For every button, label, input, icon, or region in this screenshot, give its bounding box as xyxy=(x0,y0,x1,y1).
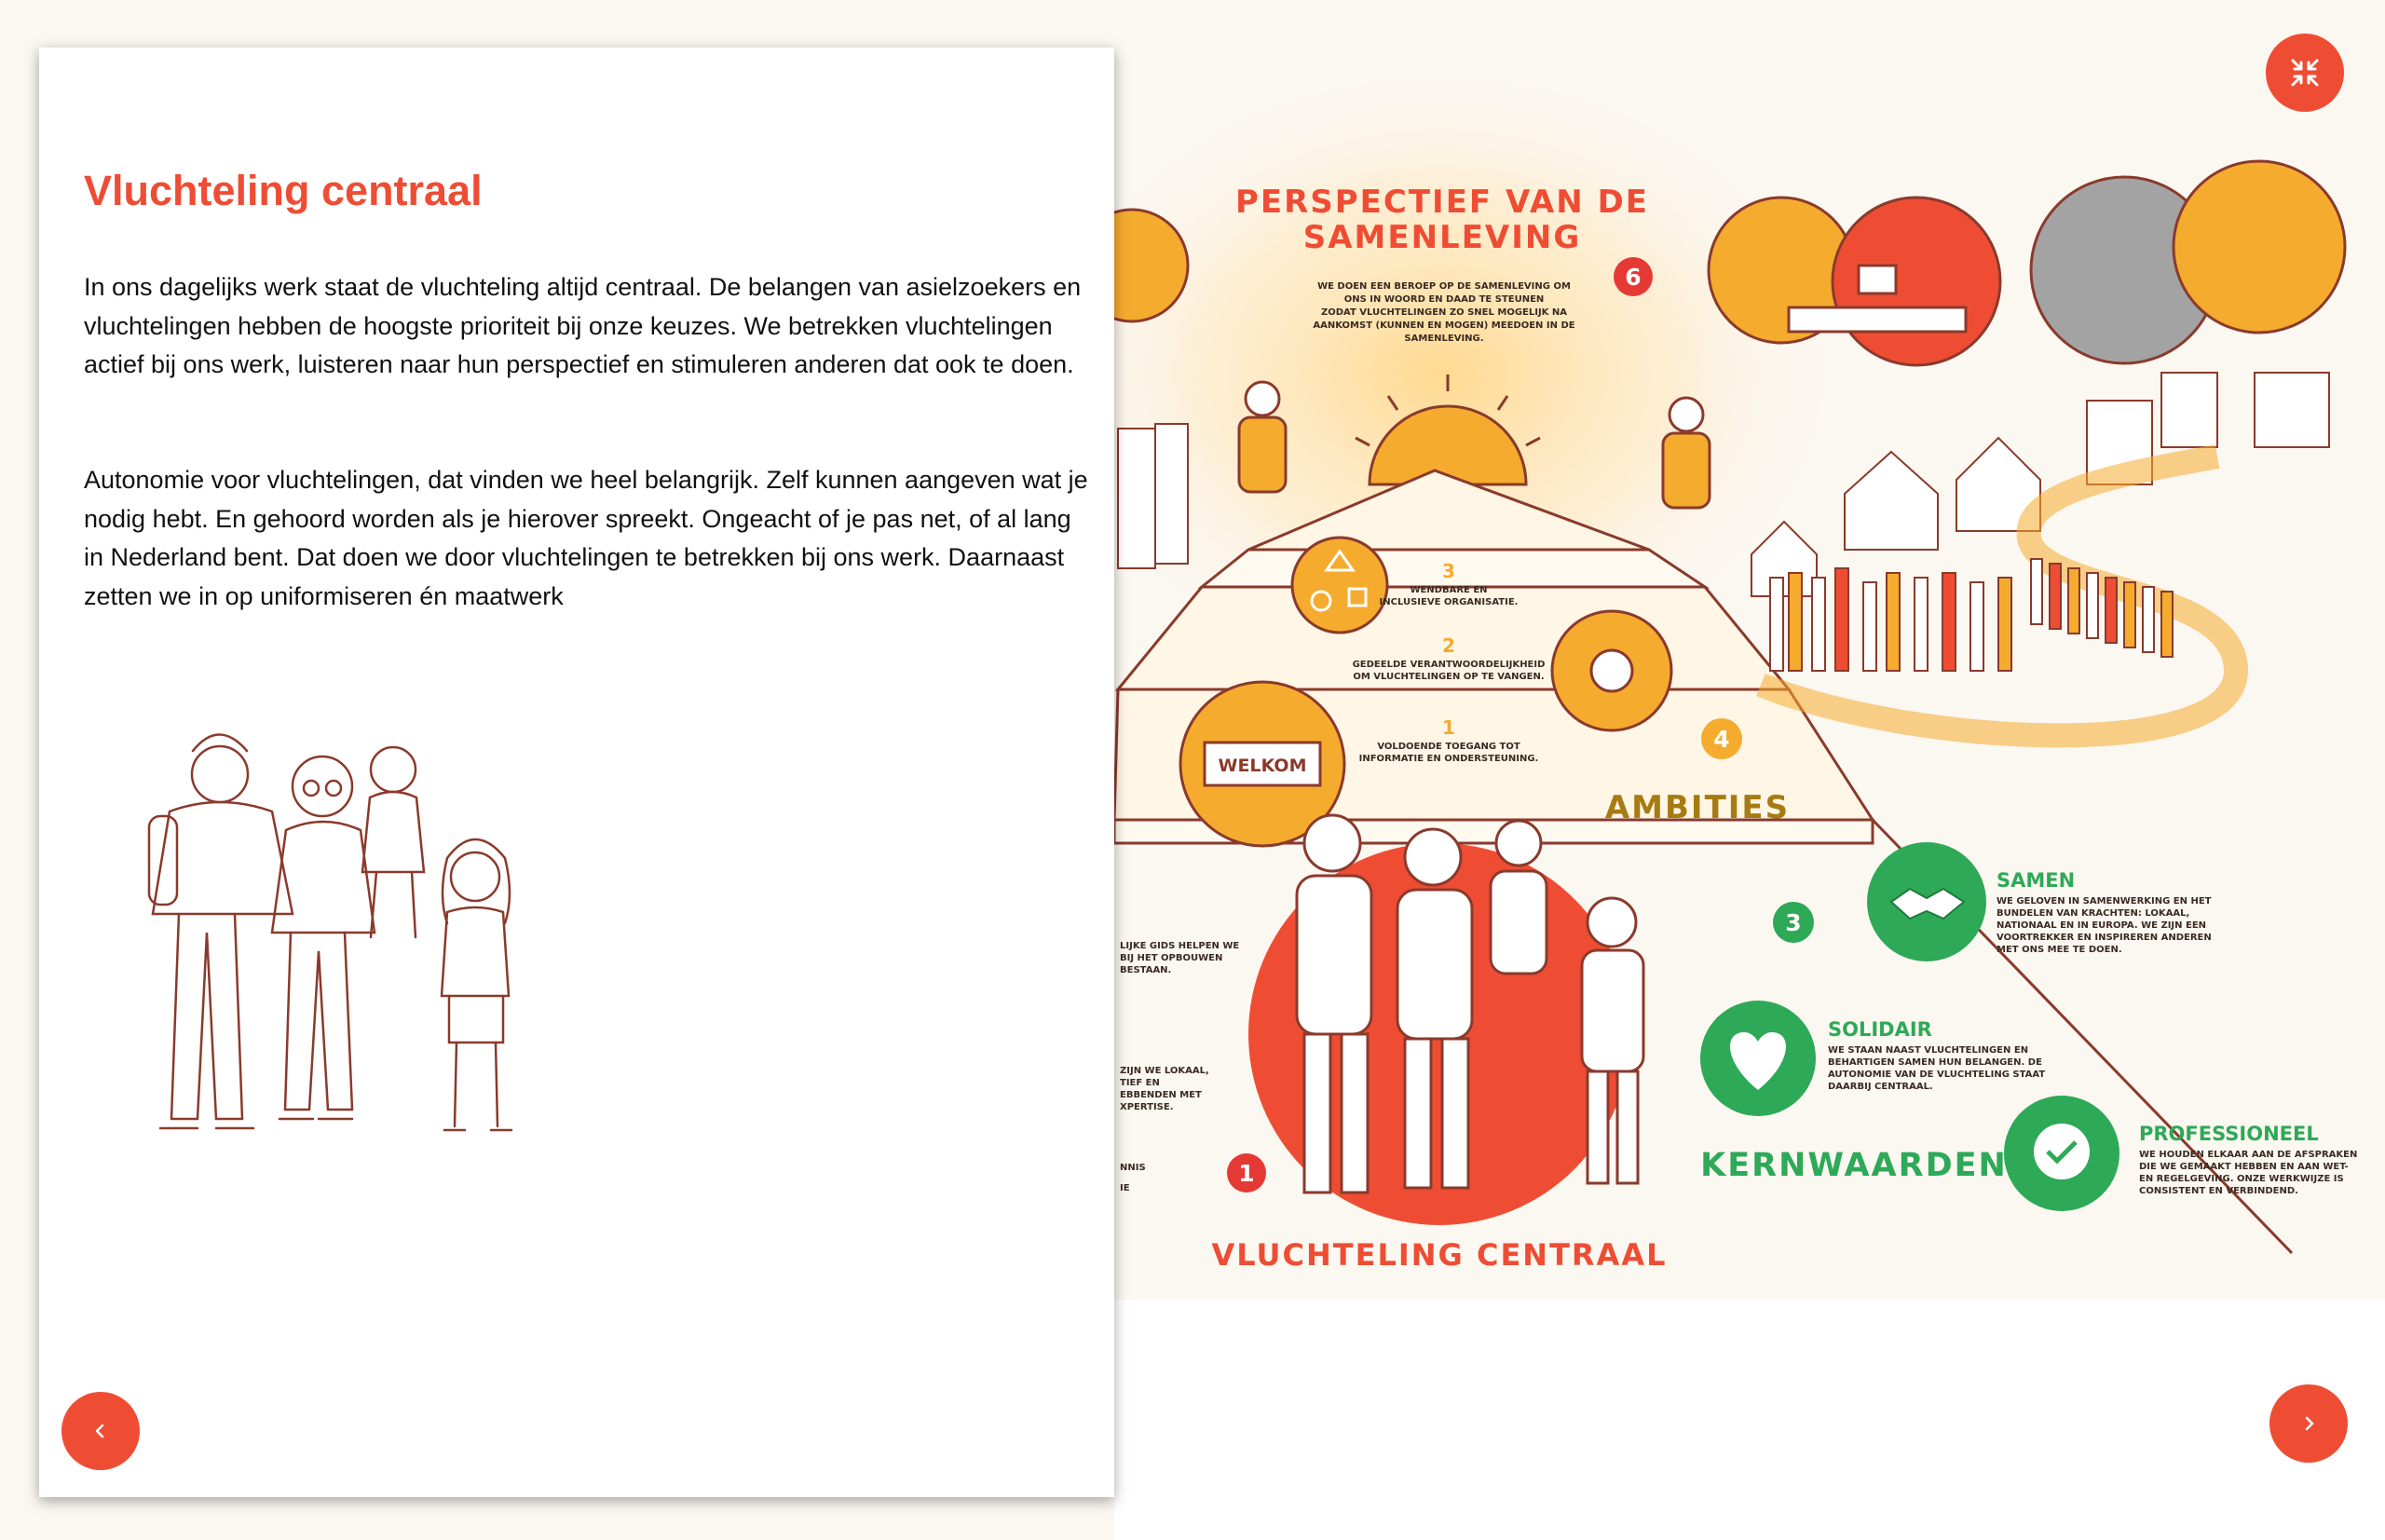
svg-text:GEDEELDE VERANTWOORDELIJKHEID: GEDEELDE VERANTWOORDELIJKHEID xyxy=(1352,660,1546,670)
svg-text:TIEF EN: TIEF EN xyxy=(1120,1078,1160,1088)
svg-text:INFORMATIE EN ONDERSTEUNING.: INFORMATIE EN ONDERSTEUNING. xyxy=(1358,754,1539,764)
ambities-label: AMBITIES xyxy=(1604,789,1791,826)
svg-text:WE HOUDEN ELKAAR AAN DE AFSPRA: WE HOUDEN ELKAAR AAN DE AFSPRAKEN xyxy=(2139,1150,2358,1160)
svg-text:VOORTREKKER EN INSPIREREN ANDE: VOORTREKKER EN INSPIREREN ANDEREN xyxy=(1997,933,2212,943)
svg-text:INCLUSIEVE ORGANISATIE.: INCLUSIEVE ORGANISATIE. xyxy=(1379,597,1519,607)
svg-text:SAMENLEVING.: SAMENLEVING. xyxy=(1404,334,1484,344)
svg-text:EBBENDEN MET: EBBENDEN MET xyxy=(1120,1090,1202,1100)
chevron-left-icon xyxy=(91,1422,110,1440)
svg-text:XPERTISE.: XPERTISE. xyxy=(1120,1102,1174,1112)
svg-text:3: 3 xyxy=(1785,909,1802,936)
svg-text:NNIS: NNIS xyxy=(1120,1163,1146,1173)
svg-text:ONS IN WOORD EN DAAD TE STEUNE: ONS IN WOORD EN DAAD TE STEUNEN xyxy=(1343,294,1545,305)
exit-fullscreen-button[interactable] xyxy=(2266,34,2344,112)
svg-text:WELKOM: WELKOM xyxy=(1218,756,1307,776)
svg-text:WE GELOVEN IN SAMENWERKING EN: WE GELOVEN IN SAMENWERKING EN HET xyxy=(1997,896,2212,906)
page-title: Vluchteling centraal xyxy=(84,167,483,214)
svg-text:ZODAT VLUCHTELINGEN ZO SNEL MO: ZODAT VLUCHTELINGEN ZO SNEL MOGELIJK NA xyxy=(1320,307,1568,318)
family-line-illustration xyxy=(104,681,663,1240)
svg-text:CONSISTENT EN VERBINDEND.: CONSISTENT EN VERBINDEND. xyxy=(2139,1186,2298,1196)
body-paragraph-1: In ons dagelijks werk staat de vluchteling altijd centraal. De belangen van asielzoekers en vluchtelingen hebben de hoogste prioriteit bij onze keuzes. We betrekken vluchtelingen actief bij ons werk, luisteren naar hun perspectief en stimuleren anderen dat ook te doen. xyxy=(84,273,1082,378)
svg-text:DAARBIJ CENTRAAL.: DAARBIJ CENTRAAL. xyxy=(1828,1082,1933,1092)
svg-text:ZIJN WE LOKAAL,: ZIJN WE LOKAAL, xyxy=(1120,1066,1209,1076)
svg-text:VOLDOENDE TOEGANG TOT: VOLDOENDE TOEGANG TOT xyxy=(1377,742,1520,752)
collapse-arrows-icon xyxy=(2289,57,2321,89)
svg-text:MET ONS MEE TE DOEN.: MET ONS MEE TE DOEN. xyxy=(1997,945,2122,955)
svg-text:IE: IE xyxy=(1120,1183,1130,1193)
step-1-number: 1 xyxy=(1442,716,1455,739)
step-3-number: 3 xyxy=(1442,560,1455,582)
samen-title: SAMEN xyxy=(1997,869,2076,892)
solidair-title: SOLIDAIR xyxy=(1828,1018,1932,1041)
step-2-number: 2 xyxy=(1442,634,1455,657)
body-paragraph-2: Autonomie voor vluchtelingen, dat vinden we heel belangrijk. Zelf kunnen aangeven wat je nodig hebt. En gehoord worden als je hierover spreekt. Ongeacht of je pas net, of al lang in Nederland bent. Dat doen we door vluchtelingen te betrekken bij ons werk. Daarnaast zetten we in op uniformiseren én maatwerk xyxy=(84,466,1088,610)
kernwaarden-label: KERNWAARDEN xyxy=(1700,1147,2008,1184)
perspectief-title-line1: PERSPECTIEF VAN DE xyxy=(1234,184,1650,221)
svg-text:1: 1 xyxy=(1238,1160,1255,1187)
svg-text:BEHARTIGEN SAMEN HUN BELANGEN.: BEHARTIGEN SAMEN HUN BELANGEN. DE xyxy=(1828,1057,2042,1068)
svg-text:AUTONOMIE VAN DE VLUCHTELING S: AUTONOMIE VAN DE VLUCHTELING STAAT xyxy=(1828,1070,2046,1080)
text-panel xyxy=(39,48,1114,1497)
chevron-right-icon xyxy=(2299,1414,2318,1433)
svg-text:WENDBARE EN: WENDBARE EN xyxy=(1410,585,1488,595)
svg-text:DIE WE GEMAAKT HEBBEN EN AAN W: DIE WE GEMAAKT HEBBEN EN AAN WET- xyxy=(2139,1162,2349,1172)
svg-text:BUNDELEN VAN KRACHTEN: LOKAAL,: BUNDELEN VAN KRACHTEN: LOKAAL, xyxy=(1997,908,2190,919)
svg-text:WE DOEN EEN BEROEP OP DE SAMEN: WE DOEN EEN BEROEP OP DE SAMENLEVING OM xyxy=(1317,281,1571,292)
buildings-left xyxy=(1118,424,1188,568)
next-page-button[interactable] xyxy=(2269,1384,2348,1463)
svg-text:4: 4 xyxy=(1713,726,1730,753)
svg-text:AANKOMST (KUNNEN EN MOGEN) MEE: AANKOMST (KUNNEN EN MOGEN) MEEDOEN IN DE xyxy=(1313,320,1575,331)
svg-text:BESTAAN.: BESTAAN. xyxy=(1120,965,1172,975)
svg-text:EN REGELGEVING. ONZE WERKWIJZE: EN REGELGEVING. ONZE WERKWIJZE IS xyxy=(2139,1174,2344,1184)
professioneel-title: PROFESSIONEEL xyxy=(2139,1123,2319,1145)
svg-text:BIJ HET OPBOUWEN: BIJ HET OPBOUWEN xyxy=(1120,953,1223,963)
svg-text:WE STAAN NAAST VLUCHTELINGEN E: WE STAAN NAAST VLUCHTELINGEN EN xyxy=(1828,1045,2029,1056)
previous-page-button[interactable] xyxy=(61,1392,140,1470)
svg-text:LIJKE GIDS HELPEN WE: LIJKE GIDS HELPEN WE xyxy=(1120,941,1240,951)
svg-text:NATIONAAL EN IN EUROPA. WE ZIJ: NATIONAAL EN IN EUROPA. WE ZIJN EEN xyxy=(1997,920,2207,931)
vluchteling-centraal-label: VLUCHTELING CENTRAAL xyxy=(1211,1237,1668,1273)
perspectief-title-line2: SAMENLEVING xyxy=(1302,219,1582,256)
svg-text:OM VLUCHTELINGEN OP TE VANGEN.: OM VLUCHTELINGEN OP TE VANGEN. xyxy=(1353,672,1545,682)
svg-text:6: 6 xyxy=(1625,264,1642,291)
